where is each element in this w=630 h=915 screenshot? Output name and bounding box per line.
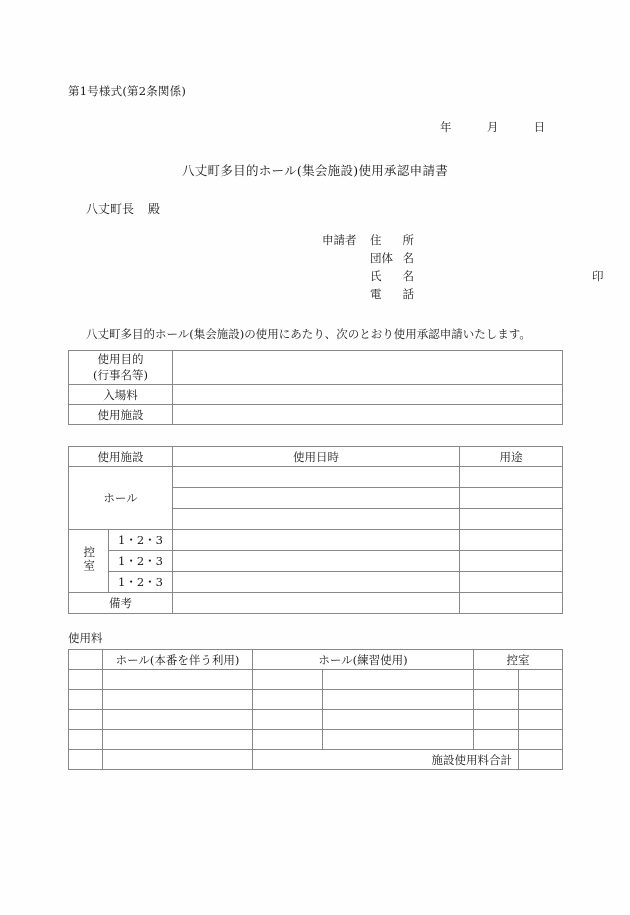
fee-cell-r1c5[interactable]	[474, 670, 519, 690]
body-sentence: 八丈町多目的ホール(集会施設)の使用にあたり、次のとおり使用承認申請いたします。	[86, 327, 531, 341]
fee-cell-r4c1[interactable]	[69, 730, 103, 750]
schedule-waitroom-datetime-3[interactable]	[173, 572, 460, 593]
table-row	[69, 572, 563, 593]
table-row	[69, 690, 563, 710]
schedule-waitroom-usage-2[interactable]	[460, 551, 563, 572]
schedule-waitroom-usage-3[interactable]	[460, 572, 563, 593]
fee-header-blank	[69, 650, 103, 670]
schedule-waitroom-datetime-1[interactable]	[173, 530, 460, 551]
fee-total-label: 施設使用料合計	[253, 750, 519, 770]
schedule-hall-usage-2[interactable]	[460, 488, 563, 509]
date-month-label: 月	[486, 120, 499, 134]
applicant-phone-label-a: 電	[370, 287, 382, 301]
fee-total-value[interactable]	[519, 750, 563, 770]
table-row	[69, 593, 563, 614]
schedule-hall-datetime-2[interactable]	[173, 488, 460, 509]
purpose-label-line1: 使用目的	[97, 351, 144, 366]
fee-header-hall-performance: ホール(本番を伴う利用)	[103, 650, 253, 670]
schedule-waitroom-datetime-2[interactable]	[173, 551, 460, 572]
date-day-label: 日	[533, 120, 546, 134]
schedule-hall-usage-1[interactable]	[460, 467, 563, 488]
purpose-label-line2: (行事名等)	[93, 367, 148, 382]
admission-fee-label-cell: 入場料	[69, 385, 173, 405]
applicant-phone-label	[370, 286, 414, 302]
fee-cell-r3c1[interactable]	[69, 710, 103, 730]
form-number: 第1号様式(第2条関係)	[68, 84, 187, 98]
fee-cell-r4c5[interactable]	[474, 730, 519, 750]
addressee	[86, 200, 160, 217]
fee-total-c1[interactable]	[69, 750, 103, 770]
fee-cell-r3c4[interactable]	[323, 710, 474, 730]
schedule-waitroom-number-3[interactable]: 1・2・3	[109, 572, 173, 593]
schedule-header-usage: 用途	[460, 447, 563, 467]
applicant-organization-label-a: 団体	[370, 251, 393, 265]
fee-cell-r4c3[interactable]	[253, 730, 323, 750]
table-row	[69, 385, 563, 405]
schedule-table	[68, 446, 563, 614]
applicant-row-name	[322, 268, 604, 286]
addressee-name: 八丈町長	[86, 202, 135, 216]
applicant-row-address	[322, 232, 604, 250]
admission-fee-value-cell[interactable]	[173, 385, 563, 405]
fee-cell-r2c6[interactable]	[519, 690, 563, 710]
schedule-waitroom-usage-1[interactable]	[460, 530, 563, 551]
applicant-tag: 申請者	[322, 233, 357, 247]
applicant-row-organization	[322, 250, 604, 268]
applicant-address-label-a: 住	[370, 233, 382, 247]
facility-label-cell: 使用施設	[69, 405, 173, 425]
schedule-hall-usage-3[interactable]	[460, 509, 563, 530]
applicant-name-label	[370, 268, 414, 284]
date-line	[440, 119, 545, 135]
date-year-label: 年	[440, 120, 452, 134]
fee-cell-r2c2[interactable]	[103, 690, 253, 710]
schedule-remarks-label: 備考	[69, 593, 173, 614]
applicant-organization-label-b: 名	[402, 251, 414, 265]
applicant-organization-label	[370, 250, 414, 266]
applicant-name-label-a: 氏	[370, 269, 382, 283]
table-row	[69, 530, 563, 551]
fee-cell-r3c3[interactable]	[253, 710, 323, 730]
fee-cell-r3c6[interactable]	[519, 710, 563, 730]
schedule-waitroom-number-2[interactable]: 1・2・3	[109, 551, 173, 572]
facility-value-cell[interactable]	[173, 405, 563, 425]
schedule-header-datetime: 使用日時	[173, 447, 460, 467]
applicant-phone-label-b: 話	[402, 287, 414, 301]
schedule-hall-datetime-1[interactable]	[173, 467, 460, 488]
table-row	[69, 670, 563, 690]
seal-mark: 印	[592, 269, 604, 283]
applicant-address-label-b: 所	[402, 233, 414, 247]
fee-header-waitroom: 控室	[474, 650, 563, 670]
purpose-table	[68, 350, 563, 425]
addressee-honorific: 殿	[148, 202, 161, 216]
table-row	[69, 730, 563, 750]
schedule-remarks-usage[interactable]	[460, 593, 563, 614]
table-row	[69, 405, 563, 425]
fee-cell-r2c1[interactable]	[69, 690, 103, 710]
fee-cell-r3c2[interactable]	[103, 710, 253, 730]
fee-section-caption: 使用料	[68, 631, 103, 645]
table-row	[69, 467, 563, 488]
schedule-waitroom-number-1[interactable]: 1・2・3	[109, 530, 173, 551]
applicant-row-phone	[322, 286, 604, 304]
fee-cell-r2c5[interactable]	[474, 690, 519, 710]
purpose-value-cell[interactable]	[173, 351, 563, 385]
fee-cell-r2c3[interactable]	[253, 690, 323, 710]
fee-cell-r4c2[interactable]	[103, 730, 253, 750]
schedule-remarks-value[interactable]	[173, 593, 460, 614]
schedule-hall-label: ホール	[69, 467, 173, 530]
fee-cell-r1c6[interactable]	[519, 670, 563, 690]
schedule-header-facility: 使用施設	[69, 447, 173, 467]
schedule-waitroom-label-text: 控室	[82, 546, 97, 573]
table-total-row	[69, 750, 563, 770]
fee-cell-r1c4[interactable]	[323, 670, 474, 690]
applicant-block	[322, 232, 604, 304]
fee-cell-r2c4[interactable]	[323, 690, 474, 710]
fee-cell-r1c3[interactable]	[253, 670, 323, 690]
table-row	[69, 351, 563, 385]
table-header-row	[69, 447, 563, 467]
fee-header-hall-practice: ホール(練習使用)	[253, 650, 474, 670]
fee-total-c2[interactable]	[103, 750, 253, 770]
fee-cell-r3c5[interactable]	[474, 710, 519, 730]
fee-cell-r1c2[interactable]	[103, 670, 253, 690]
fee-table	[68, 649, 563, 770]
applicant-name-label-b: 名	[402, 269, 414, 283]
purpose-label-cell	[69, 351, 173, 385]
table-row	[69, 551, 563, 572]
applicant-address-label	[370, 232, 414, 248]
schedule-waitroom-label	[69, 530, 109, 593]
fee-cell-r1c1[interactable]	[69, 670, 103, 690]
table-header-row	[69, 650, 563, 670]
fee-cell-r4c4[interactable]	[323, 730, 474, 750]
fee-cell-r4c6[interactable]	[519, 730, 563, 750]
schedule-hall-datetime-3[interactable]	[173, 509, 460, 530]
document-title: 八丈町多目的ホール(集会施設)使用承認申請書	[181, 163, 449, 178]
table-row	[69, 710, 563, 730]
